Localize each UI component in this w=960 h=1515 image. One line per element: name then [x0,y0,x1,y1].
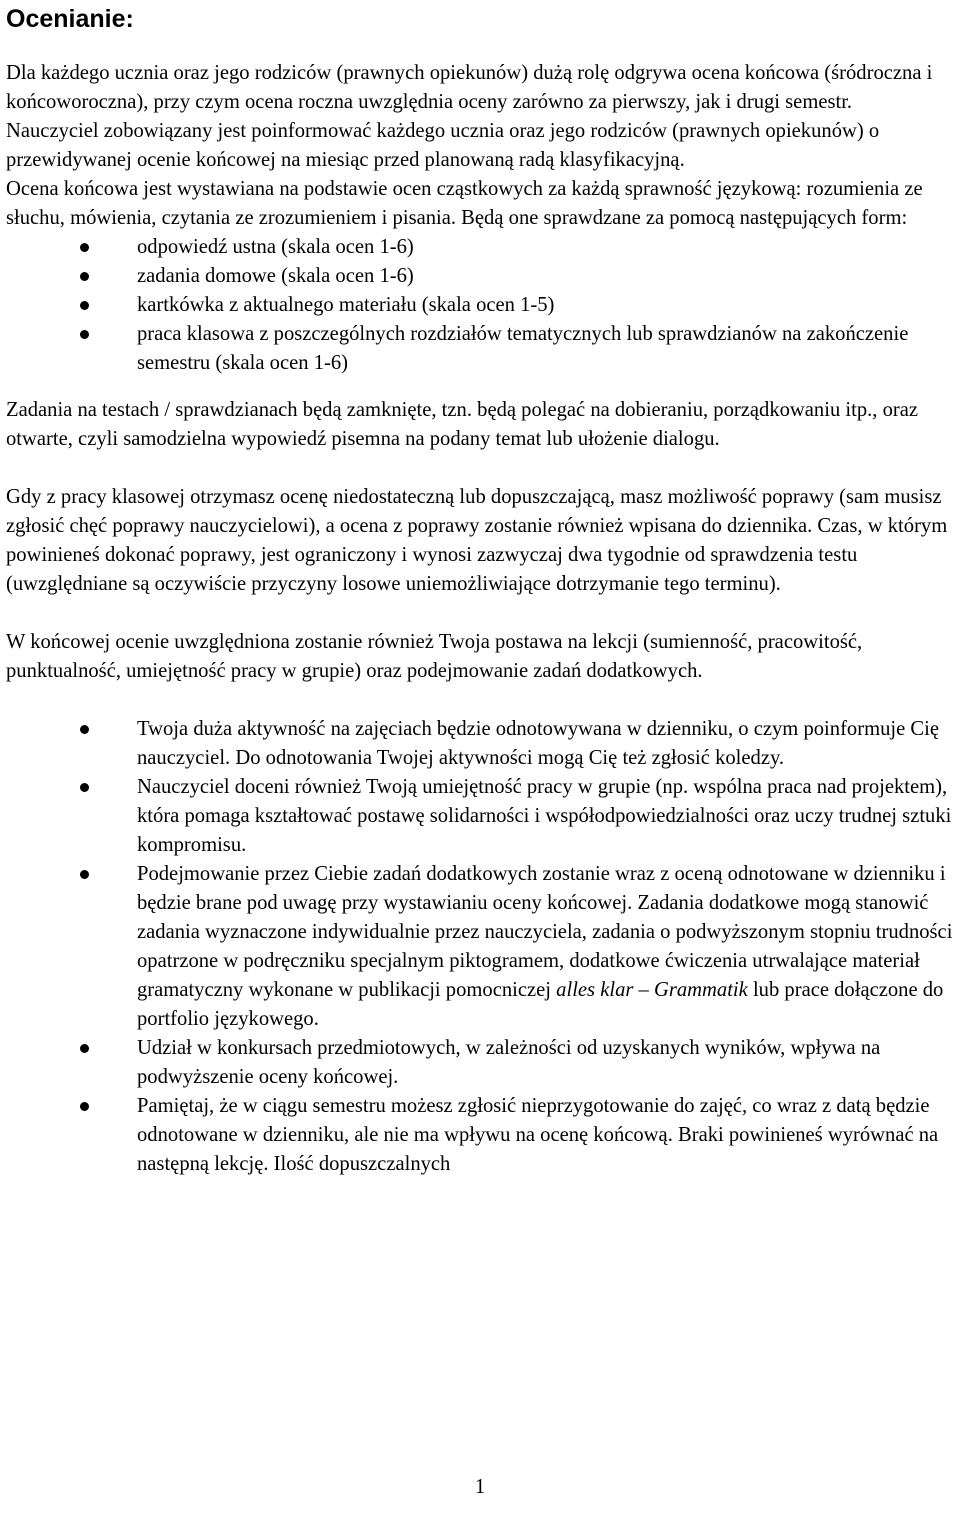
list-item [6,291,956,320]
additional-activities-list [6,715,956,1179]
bullet-icon [80,330,89,339]
list-item-text: zadania domowe (skala ocen 1-6) [137,265,414,287]
list-item [6,1034,956,1092]
page-title: Ocenianie: [6,5,134,33]
bullet-icon [80,783,89,792]
bullet-icon [80,870,89,879]
list-item [6,1092,956,1179]
list-item-text: praca klasowa z poszczególnych rozdziałów tematycznych lub sprawdzianów na zakończenie semestru (skala ocen 1-6) [137,323,909,374]
list-item [6,773,956,860]
bullet-icon [80,725,89,734]
attitude-paragraph: W końcowej ocenie uwzględniona zostanie również Twoja postawa na lekcji (sumienność, pracowitość, punktualność, umiejętność pracy w grupie) oraz podejmowanie zadań dodatkowych. [6,631,863,682]
list-item-text-end: lub prace dołączone do portfolio językowego. [137,979,944,1030]
intro-paragraph-2: Nauczyciel zobowiązany jest poinformować każdego ucznia oraz jego rodziców (prawnych opiekunów) o przewidywanej ocenie końcowej na miesiąc przed planowaną radą klasyfikacyjną. [6,120,880,171]
retake-paragraph: Gdy z pracy klasowej otrzymasz ocenę niedostateczną lub dopuszczającą, masz możliwość poprawy (sam musisz zgłosić chęć poprawy nauczycielowi), a ocena z poprawy zostanie również wpisana do dziennika. Czas, w którym powinieneś dokonać poprawy, jest ograniczony i wynosi zazwyczaj dwa tygodnie od sprawdzenia testu (uwzględniane są oczywiście przyczyny losowe uniemożliwiające dotrzymanie tego terminu). [6,486,948,595]
list-item [6,715,956,773]
list-item-text: Udział w konkursach przedmiotowych, w zależności od uzyskanych wyników, wpływa na podwyższenie oceny końcowej. [137,1037,881,1088]
list-item [6,262,956,291]
bullet-icon [80,1102,89,1111]
tests-paragraph: Zadania na testach / sprawdzianach będą zamknięte, tzn. będą polegać na dobieraniu, porządkowaniu itp., oraz otwarte, czyli samodzielna wypowiedź pisemna na podany temat lub ułożenie dialogu. [6,399,919,450]
document-page [6,0,956,1179]
bullet-icon [80,1044,89,1053]
intro-paragraph-1: Dla każdego ucznia oraz jego rodziców (prawnych opiekunów) dużą rolę odgrywa ocena końcowa (śródroczna i końcoworoczna), przy czym ocena roczna uwzględnia oceny zarówno za pierwszy, jak i drugi semestr. [6,62,933,113]
publication-title: alles klar – Grammatik [556,979,748,1001]
list-item [6,233,956,262]
bullet-icon [80,272,89,281]
list-item-text: Nauczyciel doceni również Twoją umiejętność pracy w grupie (np. wspólna praca nad projektem), która pomaga kształtować postawę solidarności i współodpowiedzialności oraz uczy trudnej sztuki kompromisu. [137,776,952,856]
assessment-forms-list [6,233,956,378]
list-item-text: Twoja duża aktywność na zajęciach będzie odnotowywana w dzienniku, o czym poinformuje Cię nauczyciel. Do odnotowania Twojej aktywności mogą Cię też zgłosić koledzy. [137,718,940,769]
list-item-text: Pamiętaj, że w ciągu semestru możesz zgłosić nieprzygotowanie do zajęć, co wraz z datą będzie odnotowane w dzienniku, ale nie ma wpływu na ocenę końcową. Braki powinieneś wyrównać na następną lekcję. Ilość dopuszczalnych [137,1095,939,1175]
list-item-text-start: Podejmowanie przez Ciebie zadań dodatkowych zostanie wraz z oceną odnotowane w dzienniku i będzie brane pod uwagę przy wystawianiu oceny końcowej. Zadania dodatkowe mogą stanowić zadania wyznaczone indywidualnie przez nauczyciela, zadania o podwyższonym stopniu trudności opatrzone w podręczniku specjalnym piktogramem, dodatkowe ćwiczenia utrwalające materiał gramatyczny wykonane w publikacji pomocniczej [137,863,953,1001]
list-item-text: kartkówka z aktualnego materiału (skala ocen 1-5) [137,294,555,316]
list-item [6,860,956,1034]
intro-paragraph-3: Ocena końcowa jest wystawiana na podstawie ocen cząstkowych za każdą sprawność językową: rozumienia ze słuchu, mówienia, czytania ze zrozumieniem i pisania. Będą one sprawdzane za pomocą następujących form: [6,178,923,229]
list-item [6,320,956,378]
list-item-text: odpowiedź ustna (skala ocen 1-6) [137,236,414,258]
bullet-icon [80,301,89,310]
bullet-icon [80,243,89,252]
page-number: 1 [474,1476,486,1498]
